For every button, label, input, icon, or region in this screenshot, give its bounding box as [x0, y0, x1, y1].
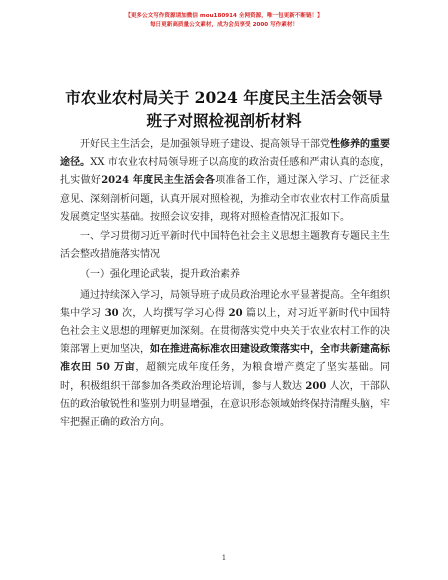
- intro-text-a: 开好民主生活会，是加强领导班子建设、提高领导干部党: [80, 139, 330, 150]
- document-title: 市农业农村局关于 2024 年度民主生活会领导班子对照检视剖析材料: [65, 88, 383, 130]
- intro-text-e: 项准备工作，通过深入学习、广泛征求意见、深刻剖析问题，认真开展对照检视，为推动全市农业农村工作高质量发展奠定坚实基础。按照会议安排，现将对照检查情况汇报如下。: [60, 175, 391, 223]
- promo-banner-line-1: 【更多公文写作资源请加微信 mou180914 全网资源，唯一包更新不断链！】: [125, 13, 323, 19]
- intro-text-d: 2024 年度民主生活会各: [101, 175, 216, 187]
- intro-text-b: 性修养的重要途径。: [60, 139, 390, 169]
- p2-text-c: 次，人均撰写学习心得: [118, 307, 229, 319]
- p2-text-g: ，超额完成年度任务，为粮食增产奠定了坚实基础。同时，积极组织干部参加各类政治理论培训，参与人数达: [60, 362, 390, 392]
- p2-text-d: 20: [228, 307, 243, 319]
- promo-banner: [0, 12, 448, 30]
- promo-banner-line-2: 每日更新高质量公文素材，成为会员享受 2000 写作素材！: [149, 22, 299, 28]
- document-body: [60, 136, 390, 432]
- p2-text-i: 人次，干部队伍的政治敏锐性和鉴别力明显增强，在意识形态领域始终保持清醒头脑，牢牢把握正确的政治方向。: [60, 380, 390, 429]
- section-heading-1: 一、学习贯彻习近平新时代中国特色社会主义思想主题教育专题民主生活会整改措施落实情况: [60, 231, 390, 261]
- p2-text-a: 通过持续深入学习，局领导班子成员政治理论水平显著提高。全年组织集中学习: [60, 289, 390, 319]
- intro-paragraph: [60, 136, 390, 227]
- p2-text-b: 30: [104, 307, 119, 319]
- p2-text-f: 如在推进高标准农田建设政策落实中，全市共新建高标准农田 50 万亩: [60, 344, 390, 374]
- page-number: 1: [221, 554, 227, 562]
- intro-text-c: XX 市农业农村局领导班子以高度的政治责任感和严肃认真的态度，扎实做好: [60, 157, 390, 187]
- subsection-heading-1: （一）强化理论武装，提升政治素养: [80, 269, 240, 281]
- body-paragraph-2: [60, 287, 390, 433]
- p2-text-h: 200: [305, 380, 327, 392]
- p2-text-e: 篇以上，对习近平新时代中国特色社会主义思想的理解更加深刻。在贯彻落实党中央关于农业农村工作的决策部署上更加坚决，: [60, 307, 390, 356]
